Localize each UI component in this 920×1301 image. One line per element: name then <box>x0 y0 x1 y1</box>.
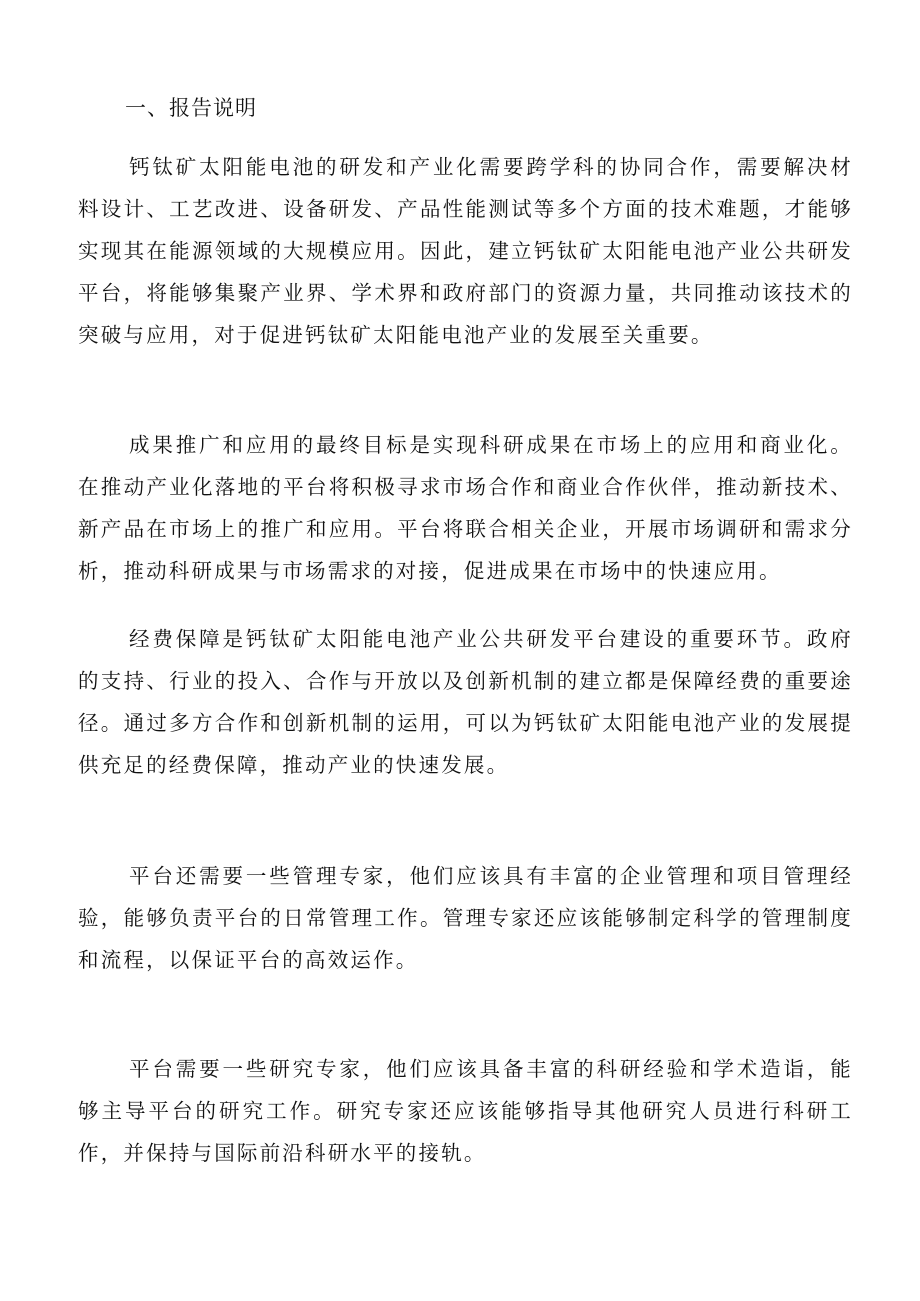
paragraph-funding-guarantee: 经费保障是钙钛矿太阳能电池产业公共研发平台建设的重要环节。政府的支持、行业的投入、合作与开放以及创新机制的建立都是保障经费的重要途径。通过多方合作和创新机制的运用，可以为钙钛矿太阳能电池产业的发展提供充足的经费保障，推动产业的快速发展。 <box>78 627 853 777</box>
section-heading: 一、报告说明 <box>125 96 257 120</box>
paragraph-results-promotion: 成果推广和应用的最终目标是实现科研成果在市场上的应用和商业化。在推动产业化落地的平台将积极寻求市场合作和商业合作伙伴，推动新技术、新产品在市场上的推广和应用。平台将联合相关企业，开展市场调研和需求分析，推动科研成果与市场需求的对接，促进成果在市场中的快速应用。 <box>78 433 853 583</box>
paragraph-research-experts: 平台需要一些研究专家，他们应该具备丰富的科研经验和学术造诣，能够主导平台的研究工作。研究专家还应该能够指导其他研究人员进行科研工作，并保持与国际前沿科研水平的接轨。 <box>78 1057 853 1165</box>
paragraph-management-experts: 平台还需要一些管理专家，他们应该具有丰富的企业管理和项目管理经验，能够负责平台的日常管理工作。管理专家还应该能够制定科学的管理制度和流程，以保证平台的高效运作。 <box>78 864 853 972</box>
paragraph-report-intro: 钙钛矿太阳能电池的研发和产业化需要跨学科的协同合作，需要解决材料设计、工艺改进、设备研发、产品性能测试等多个方面的技术难题，才能够实现其在能源领域的大规模应用。因此，建立钙钛矿太阳能电池产业公共研发平台，将能够集聚产业界、学术界和政府部门的资源力量，共同推动该技术的突破与应用，对于促进钙钛矿太阳能电池产业的发展至关重要。 <box>78 155 853 347</box>
